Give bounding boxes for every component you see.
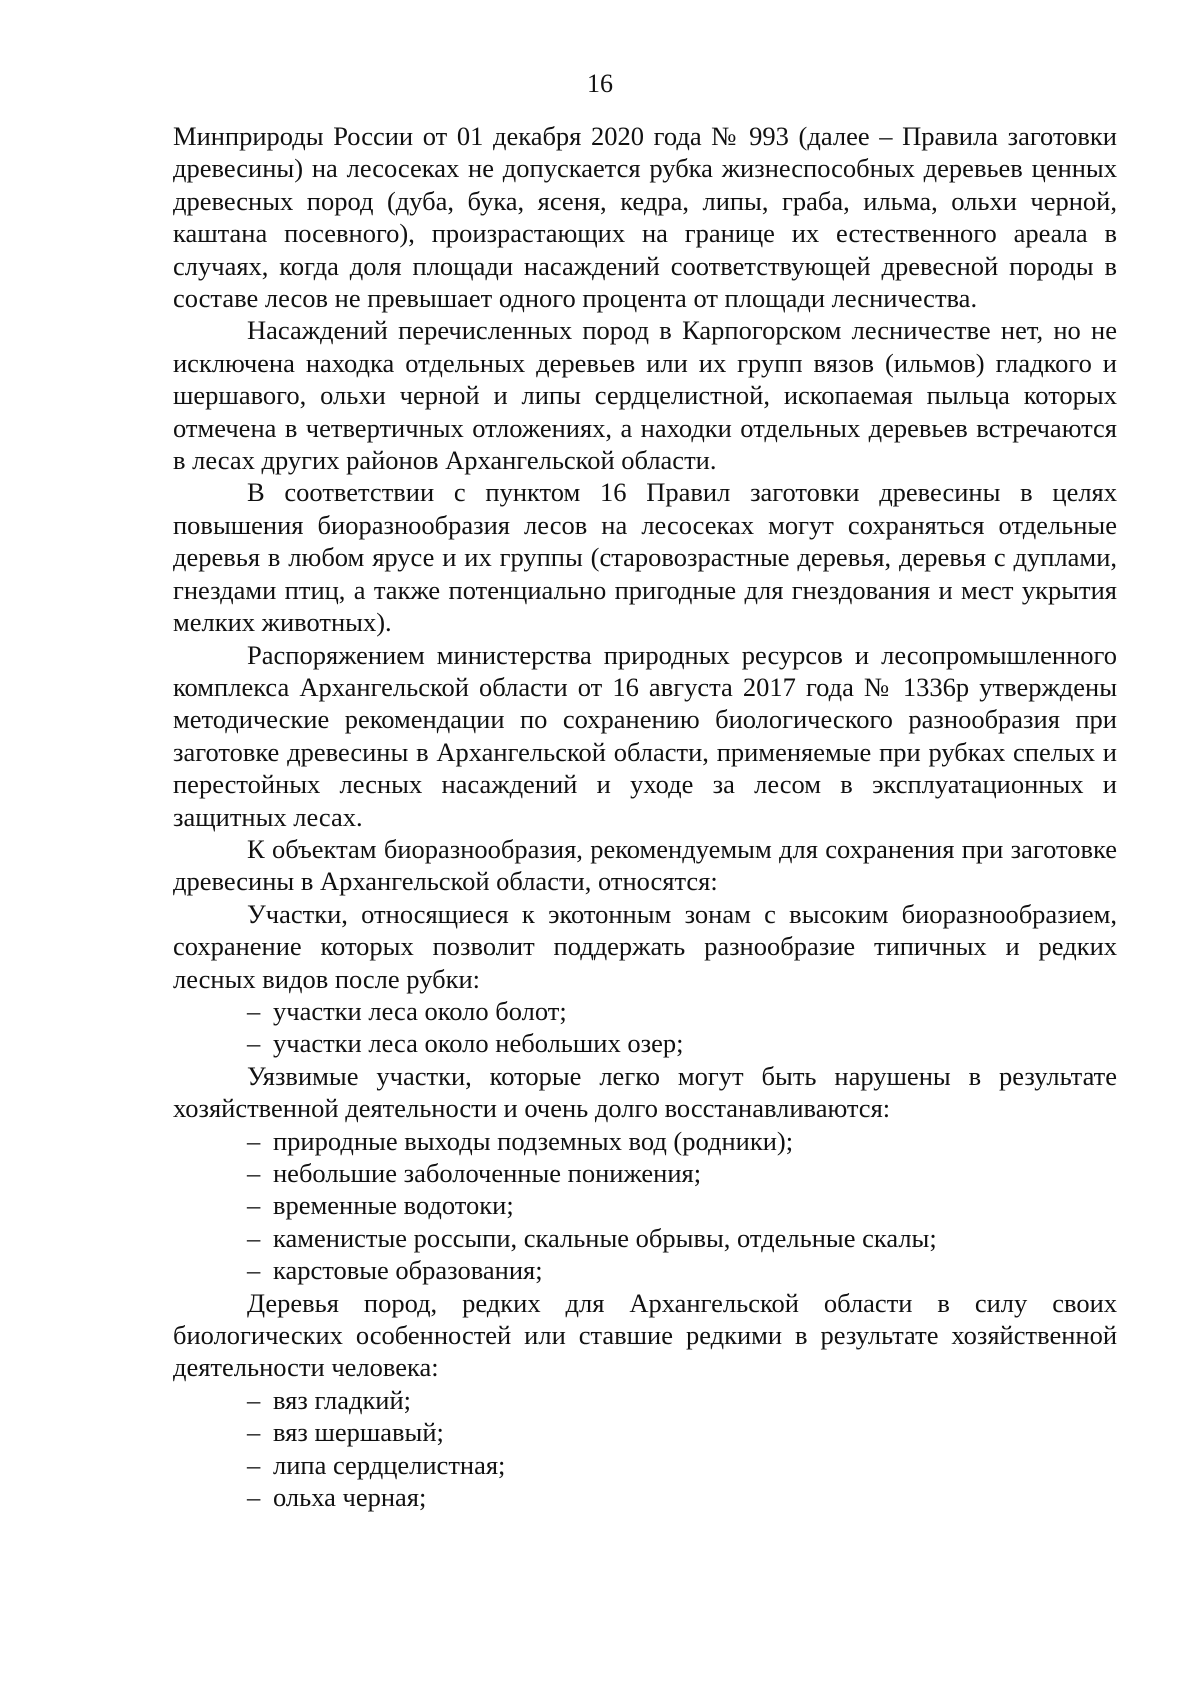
- list-item: [173, 1384, 1117, 1416]
- paragraph-vulnerable-areas: Уязвимые участки, которые легко могут быть нарушены в результате хозяйственной деятельности и очень долго восстанавливаются:: [173, 1060, 1117, 1124]
- dash-marker: –: [247, 1190, 261, 1221]
- dash-marker: –: [247, 1417, 261, 1448]
- list-item-text: ольха черная;: [273, 1482, 427, 1513]
- document-body: [173, 120, 1117, 1513]
- list-item: [173, 1027, 1117, 1059]
- dash-marker: –: [247, 1255, 261, 1286]
- dash-marker: –: [247, 995, 261, 1026]
- list-item-text: карстовые образования;: [273, 1255, 543, 1286]
- dash-marker: –: [247, 1482, 261, 1513]
- list-item-text: каменистые россыпи, скальные обрывы, отдельные скалы;: [273, 1222, 937, 1253]
- list-item: [173, 1189, 1117, 1221]
- paragraph-rare-trees: Деревья пород, редких для Архангельской области в силу своих биологических особенностей или ставшие редкими в результате хозяйственной деятельности человека:: [173, 1287, 1117, 1383]
- dash-marker: –: [247, 1028, 261, 1059]
- list-item: [173, 1125, 1117, 1157]
- list-item-text: участки леса около небольших озер;: [273, 1028, 684, 1059]
- page-number: 16: [587, 69, 613, 98]
- list-item-text: вяз шершавый;: [273, 1417, 444, 1448]
- paragraph-biodiversity-objects: К объектам биоразнообразия, рекомендуемым для сохранения при заготовке древесины в Архангельской области, относятся:: [173, 833, 1117, 897]
- list-item-text: вяз гладкий;: [273, 1384, 412, 1415]
- list-item-text: временные водотоки;: [273, 1190, 514, 1221]
- paragraph-order-1336r: Распоряжением министерства природных ресурсов и лесопромышленного комплекса Архангельской области от 16 августа 2017 года № 1336р утверждены методические рекомендации по сохранению биологического разнообразия при заготовке древесины в Архангельской области, применяемые при рубках спелых и перестойных лесных насаждений и уходе за лесом в эксплуатационных и защитных лесах.: [173, 639, 1117, 832]
- paragraph-ecotone-areas: Участки, относящиеся к экотонным зонам с высоким биоразнообразием, сохранение которых позволит поддержать разнообразие типичных и редких лесных видов после рубки:: [173, 898, 1117, 994]
- list-item: [173, 1449, 1117, 1481]
- list-item: [173, 995, 1117, 1027]
- list-item: [173, 1157, 1117, 1189]
- dash-marker: –: [247, 1384, 261, 1415]
- paragraph-karpogorsky: Насаждений перечисленных пород в Карпогорском лесничестве нет, но не исключена находка отдельных деревьев или их групп вязов (ильмов) гладкого и шершавого, ольхи черной и липы сердцелистной, ископаемая пыльца которых отмечена в четвертичных отложениях, а находки отдельных деревьев встречаются в лесах других районов Архангельской области.: [173, 315, 1117, 476]
- dash-marker: –: [247, 1449, 261, 1480]
- dash-marker: –: [247, 1222, 261, 1253]
- paragraph-rules-continuation: Минприроды России от 01 декабря 2020 года № 993 (далее – Правила заготовки древесины) на лесосеках не допускается рубка жизнеспособных деревьев ценных древесных пород (дуба, бука, ясеня, кедра, липы, граба, ильма, ольхи черной, каштана посевного), произрастающих на границе их естественного ареала в случаях, когда доля площади насаждений соответствующей древесной породы в составе лесов не превышает одного процента от площади лесничества.: [173, 121, 1117, 314]
- list-item: [173, 1416, 1117, 1448]
- dash-marker: –: [247, 1125, 261, 1156]
- list-item: [173, 1222, 1117, 1254]
- dash-marker: –: [247, 1158, 261, 1188]
- list-item: [173, 1254, 1117, 1286]
- list-item-text: природные выходы подземных вод (родники);: [273, 1125, 794, 1156]
- list-item: [173, 1481, 1117, 1513]
- list-item-text: липа сердцелистная;: [273, 1449, 506, 1480]
- list-item-text: участки леса около болот;: [273, 995, 567, 1026]
- paragraph-point-16: В соответствии с пунктом 16 Правил заготовки древесины в целях повышения биоразнообразия лесов на лесосеках могут сохраняться отдельные деревья в любом ярусе и их группы (старовозрастные деревья, деревья с дуплами, гнездами птиц, а также потенциально пригодные для гнездования и мест укрытия мелких животных).: [173, 477, 1117, 638]
- list-item-text: небольшие заболоченные понижения;: [273, 1158, 702, 1188]
